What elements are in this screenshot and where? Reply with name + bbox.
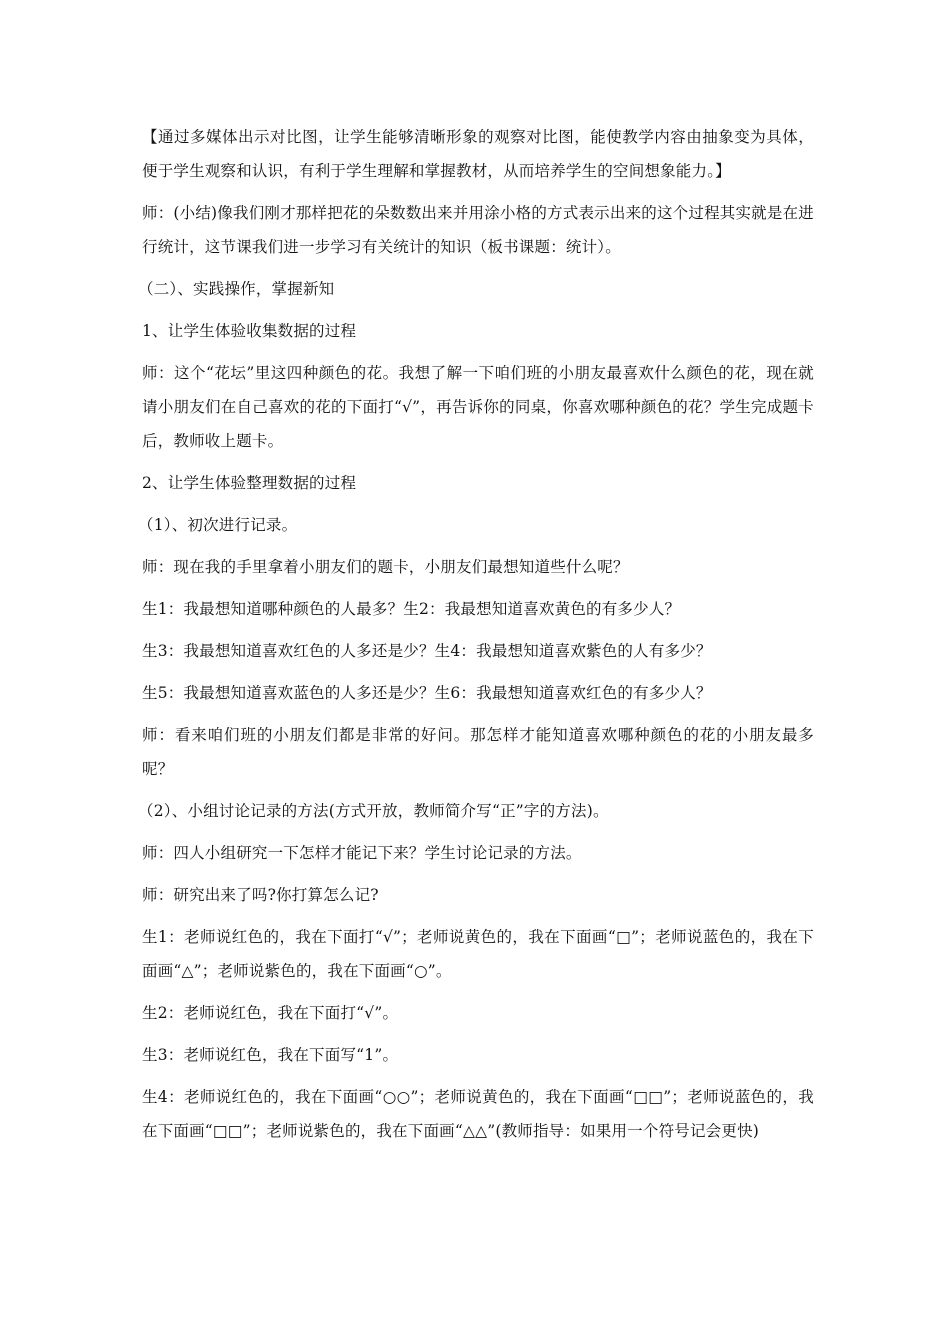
paragraph-student-3-method: 生3：老师说红色，我在下面写“1”。: [142, 1046, 399, 1064]
paragraph-teacher-check: 师：研究出来了吗?你打算怎么记?: [142, 886, 379, 904]
paragraph-student-2-method: 生2：老师说红色，我在下面打“√”。: [142, 1004, 399, 1022]
subheading-collect-data: 1、让学生体验收集数据的过程: [142, 322, 357, 340]
paragraph-student-answers-1-2: 生1：我最想知道哪种颜色的人最多？生2：我最想知道喜欢黄色的有多少人？: [142, 600, 681, 618]
subheading-group-discussion: （2）、小组讨论记录的方法(方式开放，教师简介写“正”字的方法)。: [138, 802, 609, 820]
section-heading-practice: （二）、实践操作，掌握新知: [138, 280, 335, 298]
paragraph-teacher-conclusion: 师：(小结)像我们刚才那样把花的朵数数出来并用涂小格的方式表示出来的这个过程其实就是在进行统计，这节课我们进一步学习有关统计的知识（板书课题：统计）。: [142, 204, 814, 256]
paragraph-student-answers-3-4: 生3：我最想知道喜欢红色的人多还是少？生4：我最想知道喜欢紫色的人有多少？: [142, 642, 712, 660]
paragraph-teacher-question: 师：现在我的手里拿着小朋友们的题卡，小朋友们最想知道些什么呢？: [142, 558, 629, 576]
paragraph-teacher-flower-bed: 师：这个“花坛”里这四种颜色的花。我想了解一下咱们班的小朋友最喜欢什么颜色的花，现在就请小朋友们在自己喜欢的花的下面打“√”，再告诉你的同桌，你喜欢哪种颜色的花？学生完成题卡后，教师收上题卡。: [142, 364, 814, 450]
paragraph-student-4-method: 生4：老师说红色的，我在下面画“○○”；老师说黄色的，我在下面画“□□”；老师说蓝色的，我在下面画“□□”；老师说紫色的，我在下面画“△△”(教师指导：如果用一个符号记会更快): [142, 1088, 814, 1140]
paragraph-student-answers-5-6: 生5：我最想知道喜欢蓝色的人多还是少？生6：我最想知道喜欢红色的有多少人？: [142, 684, 712, 702]
paragraph-teacher-follow-up: 师：看来咱们班的小朋友们都是非常的好问。那怎样才能知道喜欢哪种颜色的花的小朋友最多呢？: [142, 726, 814, 778]
subheading-first-record: （1）、初次进行记录。: [138, 516, 298, 534]
paragraph-teacher-group-task: 师：四人小组研究一下怎样才能记下来？学生讨论记录的方法。: [142, 844, 582, 862]
paragraph-student-1-method: 生1：老师说红色的，我在下面打“√”；老师说黄色的，我在下面画“□”；老师说蓝色的，我在下面画“△”；老师说紫色的，我在下面画“○”。: [142, 928, 814, 980]
subheading-organize-data: 2、让学生体验整理数据的过程: [142, 474, 357, 492]
document-body: [138, 120, 814, 1156]
paragraph-summary-note: 【通过多媒体出示对比图，让学生能够清晰形象的观察对比图，能使教学内容由抽象变为具体，便于学生观察和认识，有利于学生理解和掌握教材，从而培养学生的空间想象能力。】: [142, 128, 814, 180]
